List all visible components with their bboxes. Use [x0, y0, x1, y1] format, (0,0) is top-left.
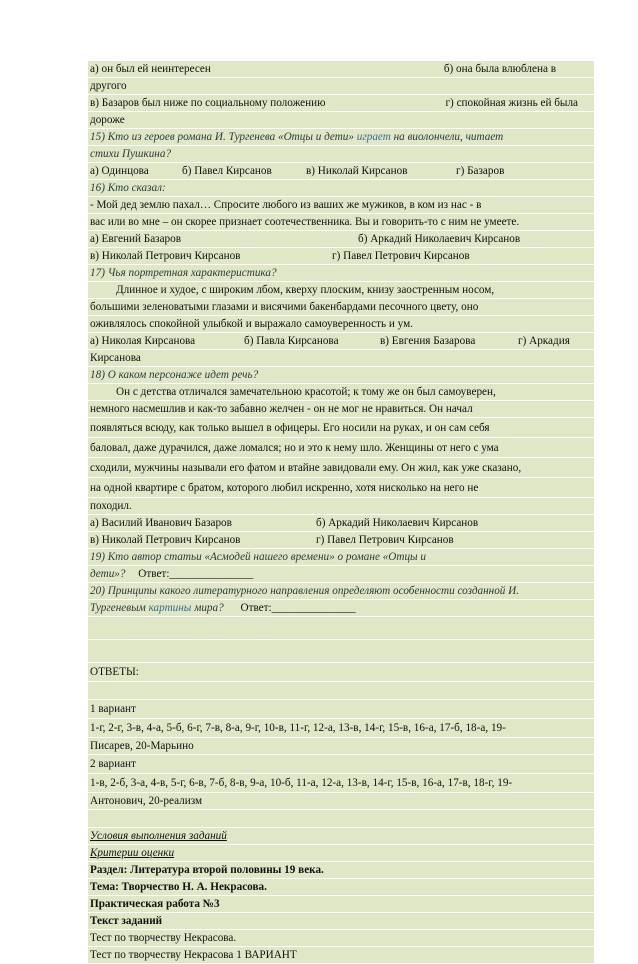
variant-answers: Антонович, 20-реализм [88, 793, 594, 810]
option-text: б) Аркадий Николаевич Кирсанов [358, 233, 521, 245]
answers-17-cont: Кирсанова [88, 350, 594, 367]
test-title: Тест по творчеству Некрасова 1 ВАРИАНТ [88, 947, 594, 964]
blank-row [88, 640, 594, 663]
theme-heading: Тема: Творчество Н. А. Некрасова. [88, 879, 594, 896]
criteria-link[interactable]: Критерии оценки [88, 845, 594, 862]
option-text: б) она была влюблена в [443, 63, 556, 75]
option-text: в) Евгения Базарова [380, 335, 476, 347]
question-text: на виолончели, читает [390, 131, 504, 143]
answers-16 [88, 248, 594, 265]
question-19-cont [88, 566, 594, 583]
option-text: а) Николая Кирсанова [90, 335, 196, 347]
option-text: а) он был ей неинтересен [90, 63, 211, 75]
question-text: Тургеневым [90, 602, 149, 614]
option-text: г) Павел Петрович Кирсанов [332, 250, 470, 262]
variant-answers: 1-г, 2-г, 3-в, 4-а, 5-б, 6-г, 7-в, 8-а, 9-г, 10-в, 11-г, 12-а, 13-в, 14-г, 15-в, 16-а, 17-б, 18-а, 19- [88, 719, 594, 738]
option-text: б) Павла Кирсанова [244, 335, 339, 347]
option-text: г) Базаров [456, 165, 505, 177]
work-heading: Практическая работа №3 [88, 896, 594, 913]
option-text: в) Базаров был ниже по социальному положению [90, 97, 326, 109]
question-15 [88, 129, 594, 146]
option-text: в) Николай Кирсанов [306, 165, 408, 177]
blank-row [88, 617, 594, 640]
answers-16 [88, 231, 594, 248]
question-16: 16) Кто сказал: [88, 180, 594, 197]
quote-text: Длинное и худое, с широким лбом, кверху плоским, книзу заостренным носом, [88, 282, 594, 299]
blank-row [88, 682, 594, 700]
quote-text: на одной квартире с братом, которого любил искренно, хотя нисколько на него не [88, 478, 594, 498]
quote-text: появляться всюду, как только вышел в офицеры. Его носили на руках, и он сам себя [88, 418, 594, 438]
answers-18 [88, 515, 594, 532]
document-sheet [88, 61, 594, 964]
question-text: 15) Кто из героев романа И. Тургенева «Отцы и дети» [90, 131, 357, 143]
question-20: 20) Принципы какого литературного направления определяют особенности созданной И. [88, 583, 594, 600]
option-text: а) Евгений Базаров [90, 233, 182, 245]
answers-title: ОТВЕТЫ: [88, 663, 594, 682]
option-text: г) спокойная жизнь ей была [445, 97, 578, 109]
question-20-cont [88, 600, 594, 617]
option-text: б) Аркадий Николаевич Кирсанов [316, 517, 479, 529]
question-19: 19) Кто автор статьи «Асмодей нашего времени» о романе «Отцы и [88, 549, 594, 566]
answers-15 [88, 163, 594, 180]
option-text: в) Николай Петрович Кирсанов [90, 534, 241, 546]
option-text: г) Павел Петрович Кирсанов [316, 534, 454, 546]
answer-blank: Ответ:_______________ [240, 602, 356, 614]
option-text: г) Аркадия [518, 335, 570, 347]
test-title: Тест по творчеству Некрасова. [88, 930, 594, 947]
option-text: а) Василий Иванович Базаров [90, 517, 232, 529]
tasks-heading: Текст заданий [88, 913, 594, 930]
quote-text: - Мой дед землю пахал… Спросите любого из ваших же мужиков, в ком из нас - в [88, 197, 594, 214]
quote-text: баловал, даже дурачился, даже ломался; но и это к нему шло. Женщины от него с ума [88, 438, 594, 458]
quote-text: немного насмешлив и как-то забавно желчен - он не мог не нравиться. Он начал [88, 401, 594, 418]
answer-row [88, 95, 594, 112]
quote-text: походил. [88, 498, 594, 515]
question-15-cont: стихи Пушкина? [88, 146, 594, 163]
quote-text: сходили, мужчины называли его фатом и втайне завидовали ему. Он жил, как уже сказано, [88, 458, 594, 478]
quote-text: Он с детства отличался замечательною красотой; к тому же он был самоуверен, [88, 384, 594, 401]
variant-title: 2 вариант [88, 755, 594, 774]
answer-row: дороже [88, 112, 594, 129]
answers-18 [88, 532, 594, 549]
question-text: мира? [191, 602, 224, 614]
question-17: 17) Чья портретная характеристика? [88, 265, 594, 282]
answer-blank: Ответ:_______________ [138, 568, 254, 580]
answer-row [88, 61, 594, 78]
quote-text: вас или во мне – он скорее признает соотечественника. Вы и говорить-то с ним не умеете. [88, 214, 594, 231]
answer-row: другого [88, 78, 594, 95]
variant-title: 1 вариант [88, 700, 594, 719]
quote-text: большими зеленоватыми глазами и висячими бакенбардами песочного цвету, оно [88, 299, 594, 316]
question-link[interactable]: играет [356, 131, 391, 143]
conditions-link[interactable]: Условия выполнения заданий [88, 828, 594, 845]
section-heading: Раздел: Литература второй половины 19 века. [88, 862, 594, 879]
blank-row [88, 810, 594, 828]
option-text: б) Павел Кирсанов [182, 165, 272, 177]
variant-answers: Писарев, 20-Марьино [88, 738, 594, 755]
variant-answers: 1-в, 2-б, 3-а, 4-в, 5-г, 6-в, 7-б, 8-в, 9-а, 10-б, 11-а, 12-а, 13-в, 14-г, 15-в, 16-а, 17-в, 18-г, 19- [88, 774, 594, 793]
answers-17 [88, 333, 594, 350]
option-text: а) Одинцова [90, 165, 149, 177]
option-text: в) Николай Петрович Кирсанов [90, 250, 241, 262]
question-18: 18) О каком персонаже идет речь? [88, 367, 594, 384]
quote-text: оживлялось спокойной улыбкой и выражало самоуверенность и ум. [88, 316, 594, 333]
question-link[interactable]: картины [148, 602, 192, 614]
question-text: дети»? [90, 568, 126, 580]
